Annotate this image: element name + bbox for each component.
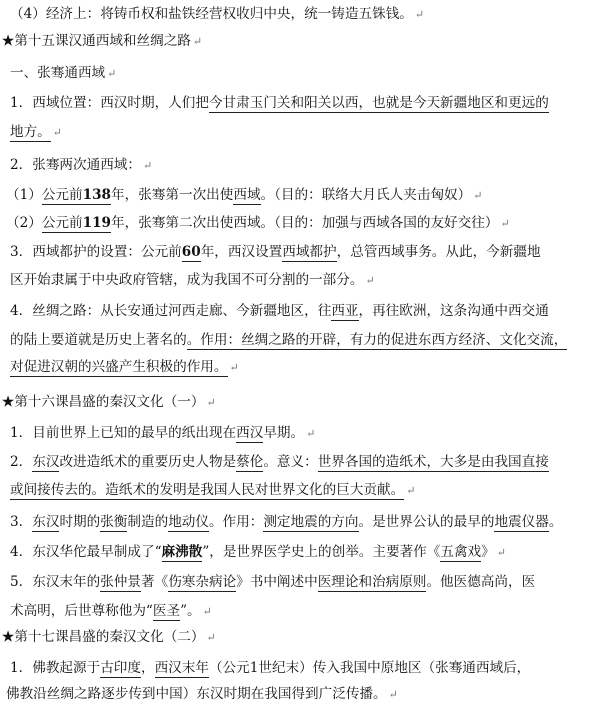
line-paper-origin: 1．目前世界上已知的最早的纸出现在西汉早期。 ↵ <box>10 425 316 441</box>
lesson-15-heading: ★第十五课汉通西域和丝绸之路 ↵ <box>2 33 203 49</box>
line-western-regions-location: 1．西域位置：西汉时期，人们把今甘肃玉门关和阳关以西，也就是今天新疆地区和更远的 <box>10 95 549 111</box>
line-hua-tuo: 4．东汉华佗最早制成了“麻沸散”，是世界医学史上的创举。主要著作《五禽戏》 ↵ <box>10 544 506 560</box>
line-second-mission: （2）公元前119年，张骞第二次出使西域。（目的：加强与西域各国的友好交往） ↵ <box>6 215 510 231</box>
section-zhangqian: 一、张骞通西域 ↵ <box>10 65 117 81</box>
line-silk-road: 4．丝绸之路：从长安通过河西走廊、今新疆地区，往西亚，再往欧洲，这条沟通中西交通 <box>10 303 549 319</box>
line-buddhism-cont: 佛教沿丝绸之路逐步传到中国）东汉时期在我国得到广泛传播。 ↵ <box>6 686 398 702</box>
line-silk-road-cont: 的陆上要道就是历史上著名的。作用：丝绸之路的开辟，有力的促进东西方经济、文化交流， <box>10 332 568 348</box>
line-western-regions-location-cont: 地方。 ↵ <box>10 124 62 140</box>
star-icon: ★ <box>2 33 15 49</box>
line-silk-road-cont2: 对促进汉朝的兴盛产生积极的作用。 ↵ <box>10 359 239 375</box>
line-two-missions: 2．张骞两次通西域： ↵ <box>10 157 153 173</box>
lesson-17-heading: ★第十七课昌盛的秦汉文化（二） ↵ <box>2 629 216 645</box>
line-protectorate-cont: 区开始隶属于中央政府管辖，成为我国不可分割的一部分。 ↵ <box>10 272 375 288</box>
line-zhang-heng: 3．东汉时期的张衡制造的地动仪。作用：测定地震的方向。是世界公认的最早的地震仪器。 <box>10 514 563 530</box>
line-protectorate: 3．西域都护的设置：公元前60年，西汉设置西域都护，总管西域事务。从此，今新疆地 <box>10 244 541 260</box>
line-zhang-zhongjing-cont: 术高明，后世尊称他为“医圣”。 ↵ <box>10 603 212 619</box>
star-icon: ★ <box>2 629 15 645</box>
lesson-16-heading: ★第十六课昌盛的秦汉文化（一） ↵ <box>2 394 216 410</box>
line-economy: （4）经济上：将铸币权和盐铁经营权收归中央，统一铸造五铢钱。 ↵ <box>10 6 425 22</box>
line-buddhism: 1．佛教起源于古印度，西汉末年（公元1世纪末）传入我国中原地区（张骞通西域后， <box>10 660 531 676</box>
line-cai-lun-cont: 或间接传去的。造纸术的发明是我国人民对世界文化的巨大贡献。 ↵ <box>10 482 416 498</box>
star-icon: ★ <box>2 394 15 410</box>
line-first-mission: （1）公元前138年，张骞第一次出使西域。（目的：联络大月氏人夹击匈奴） ↵ <box>6 187 483 203</box>
line-zhang-zhongjing: 5．东汉末年的张仲景著《伤寒杂病论》书中阐述中医理论和治病原则。他医德高尚，医 <box>10 574 536 590</box>
line-cai-lun: 2．东汉改进造纸术的重要历史人物是蔡伦。意义：世界各国的造纸术，大多是由我国直接 <box>10 454 549 470</box>
